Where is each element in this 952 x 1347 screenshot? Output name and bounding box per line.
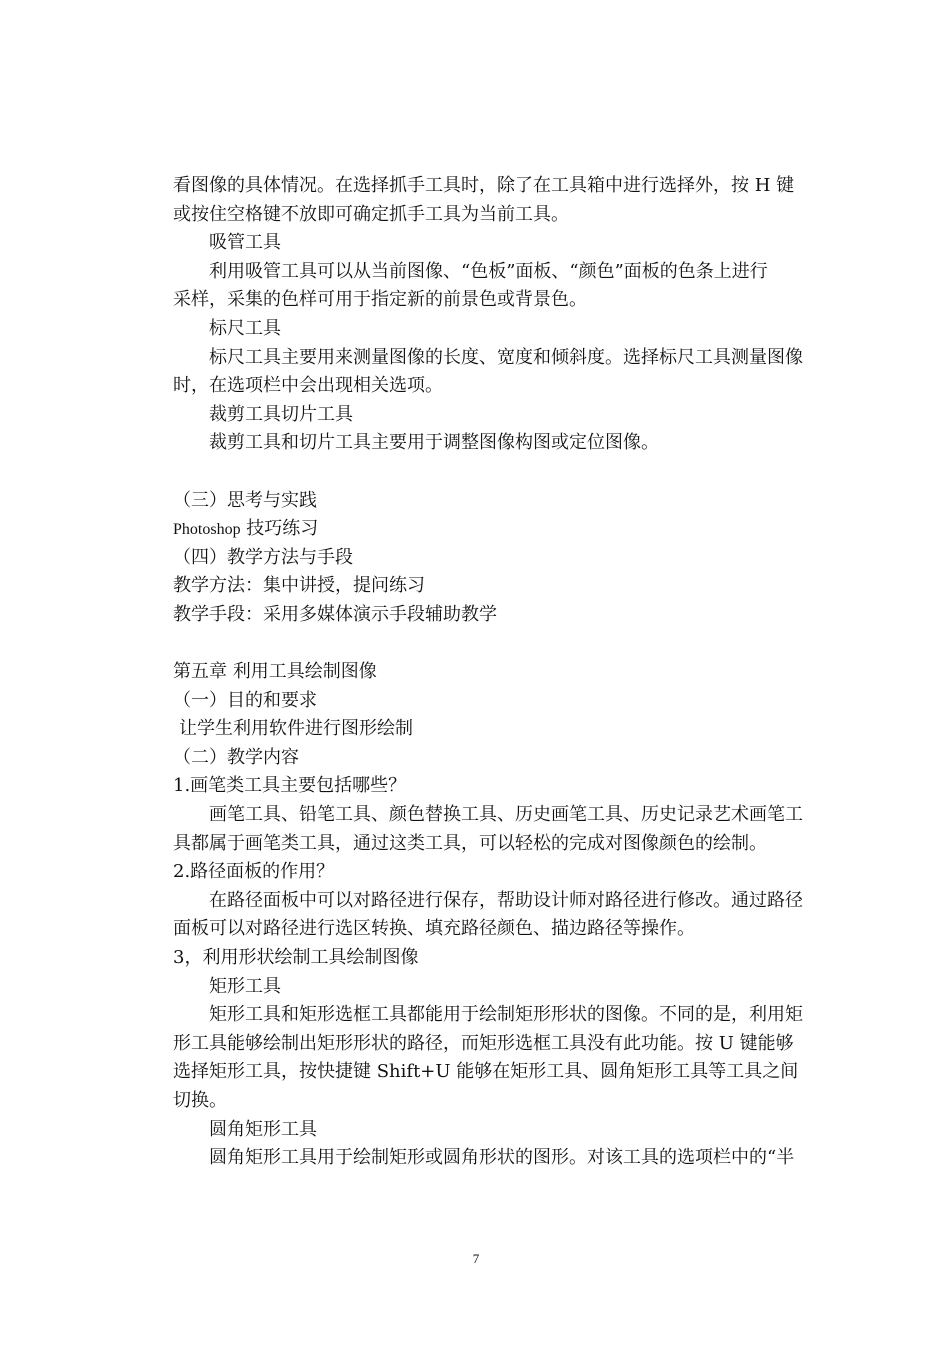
paragraph-line: 让学生利用软件进行图形绘制: [179, 718, 413, 740]
paragraph-line: 时，在选项栏中会出现相关选项。: [173, 375, 443, 397]
paragraph-line: 或按住空格键不放即可确定抓手工具为当前工具。: [173, 203, 569, 225]
page-number: 7: [472, 1251, 480, 1266]
paragraph-line: 在路径面板中可以对路径进行保存，帮助设计师对路径进行修改。通过路径: [209, 889, 803, 911]
blank-line: [173, 630, 838, 659]
document-page: [173, 172, 838, 1173]
paragraph-line: 教学手段：采用多媒体演示手段辅助教学: [173, 603, 497, 625]
subheading-eyedropper-tool: 吸管工具: [209, 232, 281, 254]
paragraph-line: 形工具能够绘制出矩形形状的路径，而矩形选框工具没有此功能。按 U 键能够: [173, 1032, 794, 1054]
section-heading-content: （二）教学内容: [173, 746, 299, 768]
section-heading-practice: （三）思考与实践: [173, 489, 317, 511]
subheading-rectangle-tool: 矩形工具: [209, 975, 281, 997]
subheading-crop-slice-tool: 裁剪工具切片工具: [209, 403, 353, 425]
paragraph-line: 画笔工具、铅笔工具、颜色替换工具、历史画笔工具、历史记录艺术画笔工: [209, 804, 803, 826]
paragraph-line: 裁剪工具和切片工具主要用于调整图像构图或定位图像。: [209, 432, 659, 454]
paragraph-line: 看图像的具体情况。在选择抓手工具时，除了在工具箱中进行选择外，按 H 键: [173, 175, 795, 196]
paragraph-line: 矩形工具和矩形选框工具都能用于绘制矩形形状的图像。不同的是，利用矩: [209, 1004, 803, 1026]
subheading-ruler-tool: 标尺工具: [209, 317, 281, 339]
section-heading-methods: （四）教学方法与手段: [173, 546, 353, 568]
paragraph-line: [173, 515, 838, 544]
paragraph-line: 选择矩形工具，按快捷键 Shift+U 能够在矩形工具、圆角矩形工具等工具之间: [173, 1061, 799, 1083]
subheading-rounded-rectangle-tool: 圆角矩形工具: [209, 1118, 317, 1140]
practice-label: 技巧练习: [240, 518, 319, 540]
paragraph-line: 切换。: [173, 1090, 227, 1111]
paragraph-line: 利用吸管工具可以从当前图像、“色板”面板、“颜色”面板的色条上进行: [209, 260, 768, 282]
paragraph-line: 圆角矩形工具用于绘制矩形或圆角形状的图形。对该工具的选项栏中的“半: [209, 1147, 795, 1169]
numbered-question: 2.路径面板的作用？: [173, 861, 335, 883]
paragraph-line: 标尺工具主要用来测量图像的长度、宽度和倾斜度。选择标尺工具测量图像: [209, 346, 803, 368]
numbered-question: 1.画笔类工具主要包括哪些？: [173, 775, 407, 797]
paragraph-line: 采样，采集的色样可用于指定新的前景色或背景色。: [173, 289, 587, 311]
numbered-question: 3，利用形状绘制工具绘制图像: [173, 947, 419, 969]
paragraph-line: 面板可以对路径进行选区转换、填充路径颜色、描边路径等操作。: [173, 918, 695, 940]
paragraph-line: 教学方法：集中讲授，提问练习: [173, 575, 425, 597]
paragraph-line: 具都属于画笔类工具，通过这类工具，可以轻松的完成对图像颜色的绘制。: [173, 832, 767, 854]
section-heading-goals: （一）目的和要求: [173, 689, 317, 711]
photoshop-word: Photoshop: [173, 521, 241, 539]
blank-line: [173, 458, 838, 487]
chapter-heading: 第五章 利用工具绘制图像: [173, 661, 377, 683]
